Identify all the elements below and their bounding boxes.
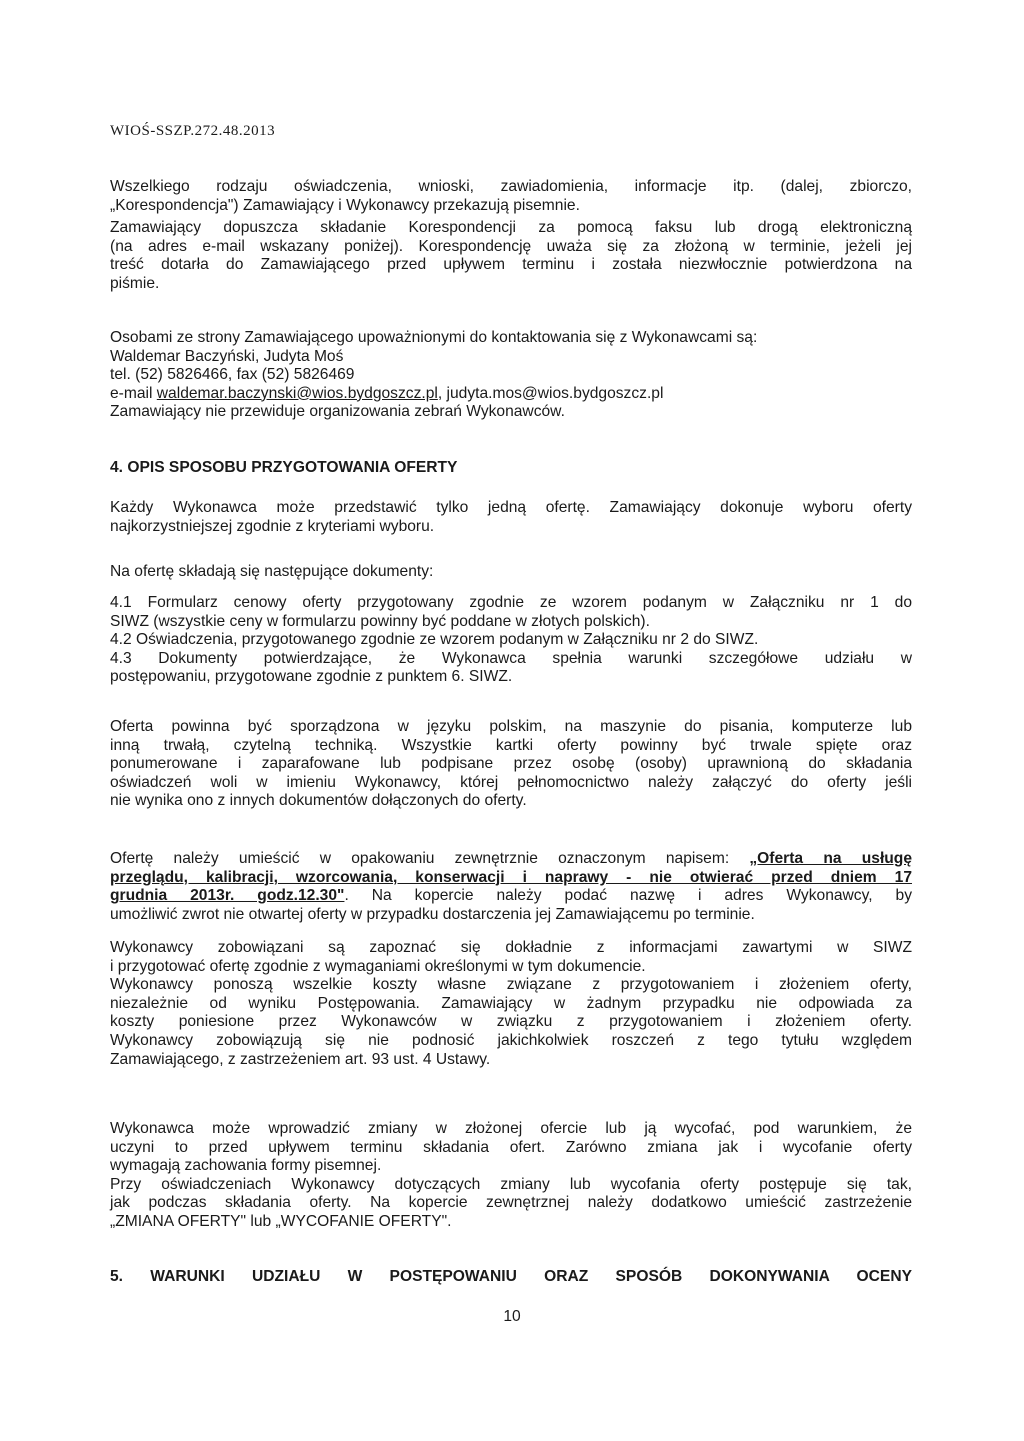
text-line: Osobami ze strony Zamawiającego upoważnionymi do kontaktowania się z Wykonawcami są: (110, 329, 758, 346)
contact-phone: tel. (52) 5826466, fax (52) 5826469 (110, 366, 355, 384)
text-line: Zamawiający nie przewiduje organizowania zebrań Wykonawców. (110, 403, 565, 421)
text-line: Wykonawcy zobowiązują się nie podnosić jakichkolwiek roszczeń z tego tytułu względem (110, 1031, 912, 1049)
text-line: piśmie. (110, 274, 160, 292)
correspondence-paragraph-2 (110, 219, 912, 293)
list-item: 4.3 Dokumenty potwierdzające, że Wykonawca spełnia warunki szczegółowe udziału w (110, 649, 912, 667)
text-line: koszty poniesione przez Wykonawców w związku z przygotowaniem i złożeniem oferty. (110, 1013, 912, 1031)
text-line: umożliwić zwrot nie otwartej oferty w przypadku dostarczenia jej Zamawiającemu po terminie. (110, 905, 755, 923)
section-4-paragraph-4 (110, 850, 912, 924)
list-item: 4.1 Formularz cenowy oferty przygotowany zgodnie ze wzorem podanym w Załączniku nr 1 do (110, 594, 912, 611)
text-line: Wszelkiego rodzaju oświadczenia, wnioski, zawiadomienia, informacje itp. (dalej, zbiorczo, (110, 178, 912, 195)
text-line: wymagają zachowania formy pisemnej. (110, 1157, 382, 1175)
text-line: postępowaniu, przygotowane zgodnie z punktem 6. SIWZ. (110, 668, 513, 686)
text-line: uczyni to przed upływem terminu składania ofert. Zarówno zmiana jak i wycofanie oferty (110, 1138, 912, 1156)
text-line: Wykonawcy ponoszą wszelkie koszty własne związane z przygotowaniem i złożeniem oferty, (110, 976, 912, 994)
document-reference: WIOŚ-SSZP.272.48.2013 (110, 123, 276, 139)
text-line: (na adres e-mail wskazany poniżej). Korespondencję uważa się za złożoną w terminie, jeżeli jej (110, 237, 912, 255)
text-line: jak podczas składania oferty. Na kopercie zewnętrznej należy dodatkowo umieścić zastrzeżenie (110, 1194, 912, 1212)
contact-block (110, 329, 912, 422)
documents-list (110, 594, 912, 687)
text-line: Zamawiający dopuszcza składanie Korespondencji za pomocą faksu lub drogą elektroniczną (110, 219, 912, 236)
section-4-paragraph-1 (110, 499, 912, 536)
text-line: ponumerowane i zaparafowane lub podpisane przez osobę (osoby) uprawnioną do składania (110, 755, 912, 773)
envelope-label: „Oferta na usługę (749, 850, 913, 867)
text-line: inną trwałą, czytelną techniką. Wszystkie kartki oferty powinny być trwale spięte oraz (110, 736, 912, 754)
email-link[interactable]: waldemar.baczynski@wios.bydgoszcz.pl (156, 384, 438, 402)
list-item: 4.2 Oświadczenia, przygotowanego zgodnie ze wzorem podanym w Załączniku nr 2 do SIWZ. (110, 631, 759, 649)
section-4-paragraph-6 (110, 1120, 912, 1232)
text-line: „ZMIANA OFERTY" lub „WYCOFANIE OFERTY". (110, 1212, 452, 1230)
text-line: Ofertę należy umieścić w opakowaniu zewnętrznie oznaczonym napisem: „Oferta na usługę (110, 850, 913, 867)
contact-emails: e-mail waldemar.baczynski@wios.bydgoszcz.pl, judyta.mos@wios.bydgoszcz.pl (110, 384, 664, 402)
text-line: Wykonawcy zobowiązani są zapoznać się dokładnie z informacjami zawartymi w SIWZ (110, 939, 912, 956)
text-line: treść dotarła do Zamawiającego przed upływem terminu i została niezwłocznie potwierdzona na (110, 256, 912, 274)
page-number: 10 (503, 1308, 521, 1325)
correspondence-paragraph-1 (110, 178, 912, 215)
text-line: „Korespondencja") Zamawiający i Wykonawcy przekazują pisemnie. (110, 196, 580, 214)
envelope-label: przeglądu, kalibracji, wzorcowania, konserwacji i naprawy - nie otwierać przed dniem 17 (110, 868, 912, 886)
section-4-paragraph-2: Na ofertę składają się następujące dokumenty: (110, 563, 434, 580)
section-5-heading: 5. WARUNKI UDZIAŁU W POSTĘPOWANIU ORAZ SPOSÓB DOKONYWANIA OCENY (110, 1268, 912, 1285)
section-4-paragraph-3 (110, 718, 912, 811)
text-line: grudnia 2013r. godz.12.30". Na kopercie należy podać nazwę i adres Wykonawcy, by (110, 887, 912, 905)
text-line: niezależnie od wyniku Postępowania. Zamawiający w żadnym przypadku nie odpowiada za (110, 994, 912, 1012)
text-line: nie wynika ono z innych dokumentów dołączonych do oferty. (110, 792, 527, 810)
text-line: SIWZ (wszystkie ceny w formularzu powinny być poddane w złotych polskich). (110, 612, 650, 630)
contact-names: Waldemar Baczyński, Judyta Moś (110, 347, 344, 365)
text-line: najkorzystniejszej zgodnie z kryteriami wyboru. (110, 517, 435, 535)
section-4-heading: 4. OPIS SPOSOBU PRZYGOTOWANIA OFERTY (110, 459, 458, 476)
text-line: i przygotować ofertę zgodnie z wymaganiami określonymi w tym dokumencie. (110, 957, 646, 975)
text-line: Każdy Wykonawca może przedstawić tylko jedną ofertę. Zamawiający dokonuje wyboru oferty (110, 499, 912, 516)
text-line: Oferta powinna być sporządzona w języku polskim, na maszynie do pisania, komputerze lub (110, 718, 912, 735)
text-line: Zamawiającego, z zastrzeżeniem art. 93 ust. 4 Ustawy. (110, 1050, 491, 1068)
section-4-paragraph-5 (110, 939, 912, 1069)
text-line: oświadczeń woli w imieniu Wykonawcy, której pełnomocnictwo należy załączyć do oferty jeśli (110, 773, 912, 791)
envelope-label: grudnia 2013r. godz.12.30" (110, 887, 345, 905)
text-line: Przy oświadczeniach Wykonawcy dotyczących zmiany lub wycofania oferty postępuje się tak, (110, 1175, 912, 1193)
text-line: Wykonawca może wprowadzić zmiany w złożonej ofercie lub ją wycofać, pod warunkiem, że (110, 1120, 912, 1137)
